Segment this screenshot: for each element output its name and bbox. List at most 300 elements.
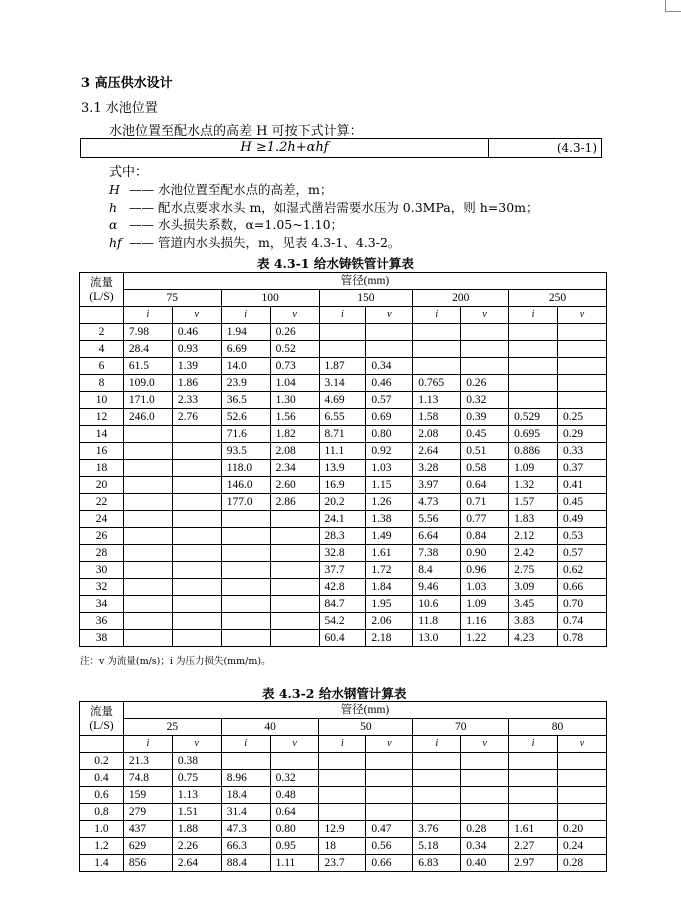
table-cell [172,443,221,460]
table-cell: 0.48 [270,787,319,804]
flow-header: 流量 (L/S) [80,702,124,736]
table-cell: 2.06 [366,613,413,630]
flow-cell: 28 [80,545,124,562]
v-label: v [270,736,319,753]
table-cell: 0.45 [461,426,509,443]
table-cell: 1.49 [366,528,413,545]
section-title: 3 高压供水设计 [81,76,173,91]
table-row [80,613,607,630]
i-label: i [221,307,270,324]
diameter-label: 75 [123,290,221,307]
table-row [80,511,607,528]
flow-cell: 0.8 [80,804,124,821]
definition-symbol: H [109,182,120,197]
table-cell: 3.14 [319,375,366,392]
table-cell: 1.38 [366,511,413,528]
table-cell: 1.09 [509,460,558,477]
table-cell [509,341,558,358]
table-cell: 47.3 [221,821,270,838]
table-row [80,596,607,613]
table-cell: 1.51 [172,804,221,821]
table-cell [123,511,172,528]
table-cell: 0.56 [366,838,413,855]
table-cell: 20.2 [319,494,366,511]
table-cell: 6.83 [413,855,461,872]
table-cell [123,630,172,647]
table-cell: 1.04 [270,375,319,392]
i-label: i [509,736,558,753]
table-cell: 71.6 [221,426,270,443]
table-cell [558,804,607,821]
table-row [80,562,607,579]
table-cell: 1.32 [509,477,558,494]
diameter-label: 70 [413,719,509,736]
table-cell [172,494,221,511]
table-cell: 0.24 [558,838,607,855]
table-cell: 18.4 [221,787,270,804]
v-label: v [172,307,221,324]
flow-cell: 8 [80,375,124,392]
table-cell: 18 [319,838,366,855]
table-cell [123,460,172,477]
table-cell [221,528,270,545]
table-cell: 1.72 [366,562,413,579]
table-cell [221,753,270,770]
v-label: v [461,736,509,753]
table-cell: 0.62 [558,562,607,579]
definition-item [109,215,343,233]
table-cell: 0.529 [509,409,558,426]
table-cell [270,528,319,545]
table-cell: 0.51 [461,443,509,460]
table-cell: 0.77 [461,511,509,528]
table-cell: 74.8 [123,770,172,787]
table-cell: 6.64 [413,528,461,545]
table-cell: 1.03 [461,579,509,596]
v-label: v [172,736,221,753]
flow-cell: 1.0 [80,821,124,838]
table-cell [558,341,607,358]
flow-cell: 26 [80,528,124,545]
table-cell: 1.09 [461,596,509,613]
table-cell: 0.40 [461,855,509,872]
table-cell [270,545,319,562]
table-cell: 0.92 [366,443,413,460]
table-row [80,579,607,596]
table-cell: 3.97 [413,477,461,494]
diameter-label: 80 [509,719,607,736]
table-cell: 159 [123,787,172,804]
table-cell: 1.95 [366,596,413,613]
definition-item [109,233,400,251]
table-cell [413,358,461,375]
table-cell: 109.0 [123,375,172,392]
definition-symbol: hf [109,235,122,250]
table-cell: 16.9 [319,477,366,494]
definition-text: —— 水头损失系数，α=1.05~1.10； [129,217,344,232]
table-cell: 28.3 [319,528,366,545]
table-cell: 0.80 [366,426,413,443]
table-cell: 37.7 [319,562,366,579]
flow-cell: 18 [80,460,124,477]
table-cell: 8.71 [319,426,366,443]
table-cell: 146.0 [221,477,270,494]
flow-cell: 36 [80,613,124,630]
table-cell: 2.64 [172,855,221,872]
table-cell: 21.3 [123,753,172,770]
table-cell [172,426,221,443]
table-cell: 0.47 [366,821,413,838]
table-cell [413,341,461,358]
table-cell: 246.0 [123,409,172,426]
diameter-label: 50 [319,719,413,736]
table-cell: 0.39 [461,409,509,426]
flow-cell: 30 [80,562,124,579]
table-cell: 93.5 [221,443,270,460]
table-cell: 1.15 [366,477,413,494]
flow-cell: 14 [80,426,124,443]
table-cell [461,804,509,821]
table-cell [270,630,319,647]
diameter-label: 40 [221,719,319,736]
table-cell: 2.08 [270,443,319,460]
flow-cell: 10 [80,392,124,409]
i-label: i [123,307,172,324]
table-cell [319,787,366,804]
table-cell: 2.33 [172,392,221,409]
table-cell: 0.73 [270,358,319,375]
flow-cell: 6 [80,358,124,375]
flow-cell: 34 [80,596,124,613]
table-cell: 0.93 [172,341,221,358]
v-label: v [270,307,319,324]
table-cell: 0.80 [270,821,319,838]
flow-cell: 0.2 [80,753,124,770]
table-row [80,787,607,804]
table-cell: 629 [123,838,172,855]
table-cell [366,770,413,787]
table-cell: 0.90 [461,545,509,562]
table-cell: 10.6 [413,596,461,613]
table-cell: 12.9 [319,821,366,838]
table-cell [509,787,558,804]
table-row [80,753,607,770]
table-cell: 1.13 [413,392,461,409]
table-cell: 36.5 [221,392,270,409]
table-cell [558,324,607,341]
table-cell: 9.46 [413,579,461,596]
table-cell: 0.52 [270,341,319,358]
table-cell [461,341,509,358]
table-cell [123,528,172,545]
table-cell [413,787,461,804]
table-cell [461,358,509,375]
table-cell: 54.2 [319,613,366,630]
table-cell: 0.765 [413,375,461,392]
cast-iron-pipe-table [79,272,607,647]
table-row [80,545,607,562]
table-row [80,392,607,409]
table-cell: 1.16 [461,613,509,630]
formula-box [80,138,602,158]
table-row [80,630,607,647]
table-cell: 0.26 [270,324,319,341]
table-cell [172,545,221,562]
table-cell: 1.57 [509,494,558,511]
table-cell: 1.61 [366,545,413,562]
table-cell: 0.69 [366,409,413,426]
table-cell [123,579,172,596]
table-cell: 0.886 [509,443,558,460]
table-cell: 14.0 [221,358,270,375]
table-cell: 52.6 [221,409,270,426]
table-cell: 3.09 [509,579,558,596]
table-cell: 0.695 [509,426,558,443]
i-label: i [413,307,461,324]
table-cell [172,613,221,630]
definition-text: —— 水池位置至配水点的高差，m； [129,182,333,197]
table-cell: 0.20 [558,821,607,838]
table-cell [366,324,413,341]
table-cell [558,358,607,375]
table-cell: 2.75 [509,562,558,579]
table-cell: 1.26 [366,494,413,511]
table-cell [413,770,461,787]
table-cell: 0.32 [461,392,509,409]
table-row [80,528,607,545]
diameter-label: 25 [123,719,221,736]
table-cell [558,392,607,409]
i-label: i [509,307,558,324]
table-cell [123,562,172,579]
formula-text: H ≥1.2h+αhf [240,140,329,155]
v-label: v [558,307,607,324]
table-cell: 42.8 [319,579,366,596]
table-cell: 0.53 [558,528,607,545]
table-cell: 0.66 [558,579,607,596]
table-cell: 4.23 [509,630,558,647]
table-cell [270,511,319,528]
table-cell: 2.64 [413,443,461,460]
flow-cell: 24 [80,511,124,528]
table2-caption: 表 4.3-2 给水钢管计算表 [262,686,407,701]
table-cell: 0.34 [366,358,413,375]
table-cell: 1.13 [172,787,221,804]
table-cell: 11.8 [413,613,461,630]
table-cell: 0.78 [558,630,607,647]
flow-cell: 4 [80,341,124,358]
table-cell: 1.83 [509,511,558,528]
table-row [80,409,607,426]
flow-cell: 0.6 [80,787,124,804]
table-row [80,804,607,821]
table-cell: 3.83 [509,613,558,630]
table-cell: 2.97 [509,855,558,872]
table-cell [270,579,319,596]
table-cell: 177.0 [221,494,270,511]
table-cell: 1.39 [172,358,221,375]
definition-symbol: h [109,200,118,215]
definition-text: —— 管道内水头损失，m，见表 4.3-1、4.3-2。 [129,235,401,250]
table-cell [123,596,172,613]
table-cell [221,613,270,630]
table-row [80,477,607,494]
table-cell [461,770,509,787]
table-cell [509,804,558,821]
table-cell [221,545,270,562]
table-cell: 0.74 [558,613,607,630]
steel-pipe-table [79,701,607,872]
table-cell: 0.45 [558,494,607,511]
table-row [80,821,607,838]
table-cell: 0.29 [558,426,607,443]
table-cell [123,477,172,494]
table-cell: 0.28 [558,855,607,872]
table-cell: 0.70 [558,596,607,613]
flow-cell: 38 [80,630,124,647]
table-cell: 437 [123,821,172,838]
table-cell: 1.84 [366,579,413,596]
table-cell: 3.76 [413,821,461,838]
table-row [80,341,607,358]
table-cell: 1.30 [270,392,319,409]
table-cell [270,596,319,613]
flow-cell: 16 [80,443,124,460]
table-cell: 4.69 [319,392,366,409]
table-cell: 6.69 [221,341,270,358]
table-cell [319,324,366,341]
table-cell: 0.64 [270,804,319,821]
table-cell: 0.41 [558,477,607,494]
table-cell [319,770,366,787]
table-cell: 8.4 [413,562,461,579]
table-cell [221,562,270,579]
table-row [80,855,607,872]
table-cell [172,630,221,647]
definition-text: —— 配水点要求水头 m，如湿式凿岩需要水压为 0.3MPa，则 h=30m； [129,200,539,215]
table-cell: 2.26 [172,838,221,855]
i-label: i [123,736,172,753]
table-cell [509,358,558,375]
table-cell: 2.86 [270,494,319,511]
table-cell [319,753,366,770]
table-cell: 0.64 [461,477,509,494]
table-row [80,494,607,511]
table-cell: 4.73 [413,494,461,511]
table-cell: 0.38 [172,753,221,770]
table-cell: 1.88 [172,821,221,838]
table-cell: 13.0 [413,630,461,647]
table-row [80,460,607,477]
table-cell: 6.55 [319,409,366,426]
table-cell: 1.87 [319,358,366,375]
table-cell [558,787,607,804]
flow-cell: 1.4 [80,855,124,872]
definition-item [109,198,539,216]
table-cell: 31.4 [221,804,270,821]
table-cell: 2.27 [509,838,558,855]
table-cell: 0.32 [270,770,319,787]
table-row [80,375,607,392]
table-cell: 279 [123,804,172,821]
table-cell [509,753,558,770]
table-cell: 0.37 [558,460,607,477]
table-cell: 0.46 [366,375,413,392]
table-cell: 5.56 [413,511,461,528]
flow-cell: 1.2 [80,838,124,855]
flow-cell: 0.4 [80,770,124,787]
table-cell: 118.0 [221,460,270,477]
table-cell: 1.82 [270,426,319,443]
table-row [80,770,607,787]
table-cell: 0.34 [461,838,509,855]
diameter-header: 管径(mm) [123,702,606,719]
table-cell [172,460,221,477]
flow-cell: 22 [80,494,124,511]
table-cell: 32.8 [319,545,366,562]
table-cell [123,494,172,511]
table-cell: 60.4 [319,630,366,647]
where-label: 式中： [109,165,149,180]
table-cell [172,511,221,528]
table-row [80,324,607,341]
table-cell: 2.60 [270,477,319,494]
diameter-label: 200 [413,290,509,307]
table-cell: 24.1 [319,511,366,528]
i-label: i [319,736,366,753]
table-cell: 5.18 [413,838,461,855]
table-row [80,358,607,375]
table-cell: 23.9 [221,375,270,392]
table-cell [558,770,607,787]
table-cell [366,787,413,804]
table-cell [509,324,558,341]
table-cell: 0.57 [558,545,607,562]
table-cell [221,579,270,596]
table-cell: 61.5 [123,358,172,375]
table-cell [172,596,221,613]
table-cell: 1.61 [509,821,558,838]
table-cell [319,341,366,358]
table-cell [172,579,221,596]
table-cell: 856 [123,855,172,872]
table-cell [509,392,558,409]
subsection-title: 3.1 水池位置 [81,101,158,116]
table-cell: 0.57 [366,392,413,409]
diameter-label: 100 [221,290,319,307]
definition-symbol: α [109,217,118,232]
flow-cell: 32 [80,579,124,596]
table-row [80,838,607,855]
table-cell: 0.75 [172,770,221,787]
table-cell [221,596,270,613]
diameter-label: 250 [509,290,607,307]
i-label: i [413,736,461,753]
table-cell [172,562,221,579]
table-cell: 0.84 [461,528,509,545]
table-cell [558,753,607,770]
table-cell: 7.98 [123,324,172,341]
table-cell: 1.11 [270,855,319,872]
table-cell: 0.28 [461,821,509,838]
flow-header: 流量 (L/S) [80,273,124,307]
table-cell: 0.46 [172,324,221,341]
table-cell: 13.9 [319,460,366,477]
definition-item [109,180,332,198]
table-cell [123,613,172,630]
table-cell [366,753,413,770]
table-cell: 0.71 [461,494,509,511]
